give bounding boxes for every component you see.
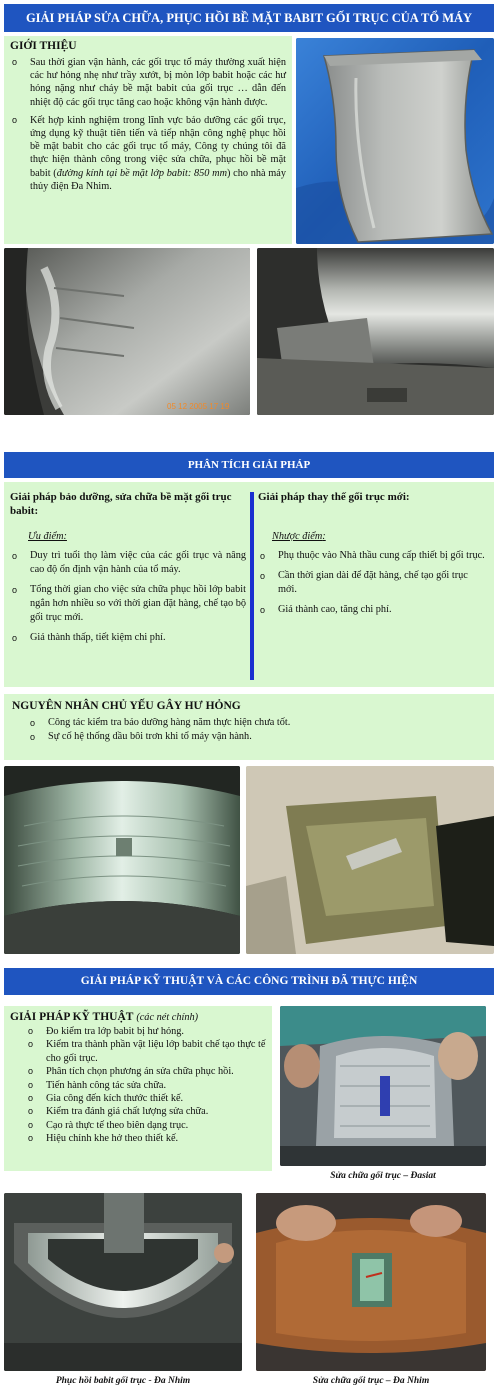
page-title-banner: [4, 4, 494, 32]
advantages-list: [10, 549, 246, 645]
list-item: o Duy trì tuổi thọ làm việc của các gối trục và nâng cao độ ổn định vận hành của tổ máy.: [10, 549, 246, 577]
list-item: o Công tác kiểm tra bảo dưỡng hàng năm thực hiện chưa tốt.: [28, 716, 486, 730]
bearing-pad-image: [296, 38, 494, 244]
technical-steps: [26, 1025, 266, 1146]
danhim-repair-photo: [256, 1193, 486, 1371]
disadvantages-subtitle: Nhược điểm:: [272, 531, 326, 542]
list-item: o Hiệu chỉnh khe hở theo thiết kế.: [26, 1132, 266, 1145]
list-item: o Tiến hành công tác sửa chữa.: [26, 1079, 266, 1092]
damaged-surface-image-2: [257, 248, 494, 415]
advantages-subtitle: Ưu điểm:: [28, 531, 67, 542]
intro-paragraph-1-text: Sau thời gian vận hành, các gối trục tổ máy thường xuất hiện các hư hỏng nhẹ như trầy xướt, bị mòn lớp babit hoặc các hư hỏng nặng như cháy bề mặt babit của gối trục … dẫn đến nhiệt độ các gối trục tăng cao hoặc không vận hành được.: [30, 57, 286, 108]
intro-list: [10, 56, 286, 193]
photo-timestamp: 05 12 2005 17 19: [167, 402, 230, 411]
intro-paragraph-2-tail: ) cho nhà máy thủy điện Đa Nhim.: [30, 167, 286, 192]
caption-babbitt-restoration: Phục hồi babit gối trục - Đa Nhim: [55, 1376, 191, 1386]
technical-banner-title: GIẢI PHÁP KỸ THUẬT VÀ CÁC CÔNG TRÌNH ĐÃ THỰC HIỆN: [80, 975, 418, 987]
list-item: o Phụ thuộc vào Nhà thầu cung cấp thiết bị gối trục.: [258, 549, 488, 563]
babbitt-restoration-image: [4, 1193, 242, 1371]
page-title: GIẢI PHÁP SỬA CHỮA, PHỤC HỒI BỀ MẶT BABIT GỐI TRỤC CỦA TỔ MÁY: [25, 11, 473, 25]
technical-heading-note: (các nét chính): [136, 1012, 199, 1023]
list-item: o Đo kiểm tra lớp babit bị hư hỏng.: [26, 1025, 266, 1038]
caption-dasiat: Sửa chữa gối trục – Đasiat: [330, 1171, 436, 1181]
causes-list: [28, 716, 486, 744]
damaged-surface-photo-1: [4, 248, 250, 415]
damaged-surface-photo-2: [257, 248, 494, 415]
bearing-pad-photo: [296, 38, 494, 244]
analysis-panel: [4, 482, 494, 687]
disadvantages-label: Nhược điểm: [272, 531, 323, 542]
advantages-label: Ưu điểm: [28, 531, 64, 542]
list-item: o Cần thời gian dài để đặt hàng, chế tạo gối trục mới.: [258, 569, 488, 597]
disadvantages-list: [258, 549, 488, 617]
babbitt-restoration-photo: [4, 1193, 242, 1371]
causes-panel: [4, 694, 494, 760]
danhim-repair-image: [256, 1193, 486, 1371]
causes-heading: NGUYÊN NHÂN CHỦ YẾU GÂY HƯ HỎNG: [12, 700, 241, 712]
list-item: o Gia công đến kích thước thiết kế.: [26, 1092, 266, 1105]
technical-panel: [4, 1006, 272, 1171]
intro-paragraph-2-italic: đường kính tại bề mặt lớp babit: 850 mm: [56, 167, 228, 179]
dasiat-repair-image: [280, 1006, 486, 1166]
list-item: o Giá thành cao, tăng chi phí.: [258, 603, 488, 617]
technical-banner: [4, 968, 494, 995]
technical-heading-title: GIẢI PHÁP KỸ THUẬT: [10, 1011, 134, 1023]
caption-danhim-repair: Sửa chữa gối trục – Đa Nhim: [312, 1376, 430, 1386]
list-item: o Cạo rà thực tế theo biên dạng trục.: [26, 1119, 266, 1132]
list-item: o Kiểm tra thành phần vật liệu lớp babit chế tạo thực tế cho gối trục.: [26, 1038, 266, 1065]
scratched-bearing-photo: [4, 766, 240, 954]
replacement-solution-title: Giải pháp thay thế gối trục mới:: [258, 491, 410, 503]
list-item: o Kiểm tra đánh giá chất lượng sửa chữa.: [26, 1105, 266, 1118]
maintenance-solution-title: Giải pháp bảo dưỡng, sửa chữa bề mặt gối trục babit:: [10, 491, 232, 517]
intro-paragraph-2-lead: Kết hợp kinh nghiệm trong lĩnh vực bảo dưỡng các gối trục, ứng dụng kỹ thuật tiên tiến và tiếp nhận công nghệ phục hồi bề mặt babit cho các gối trục tổ máy, Công ty chúng tôi đã thực hiện thành công trong việc sửa chữa, phục hồi bề mặt babit (: [30, 114, 286, 179]
column-divider: [250, 492, 254, 680]
damaged-surface-image-1: [4, 248, 250, 415]
list-item: o Sự cố hệ thống dầu bôi trơn khi tổ máy vận hành.: [28, 730, 486, 744]
intro-panel: [4, 36, 292, 244]
replacement-solution-column: [258, 490, 488, 617]
analysis-banner-title: PHÂN TÍCH GIẢI PHÁP: [187, 459, 311, 471]
burned-babbitt-image: [246, 766, 494, 954]
technical-heading: [10, 1011, 266, 1023]
intro-paragraph-1: [10, 56, 286, 109]
maintenance-solution-column: [10, 490, 246, 645]
list-item: o Phân tích chọn phương án sửa chữa phục hồi.: [26, 1065, 266, 1078]
intro-paragraph-2: [10, 114, 286, 193]
analysis-banner: [4, 452, 494, 478]
burned-babbitt-photo: [246, 766, 494, 954]
dasiat-repair-photo: [280, 1006, 486, 1166]
list-item: o Tổng thời gian cho việc sửa chữa phục hồi lớp babit ngắn hơn nhiều so với thời gian đặt hàng, chế tạo bộ gối trục mới.: [10, 583, 246, 625]
intro-heading: GIỚI THIỆU: [10, 40, 77, 52]
list-item: o Giá thành thấp, tiết kiệm chi phí.: [10, 631, 246, 645]
scratched-bearing-image: [4, 766, 240, 954]
